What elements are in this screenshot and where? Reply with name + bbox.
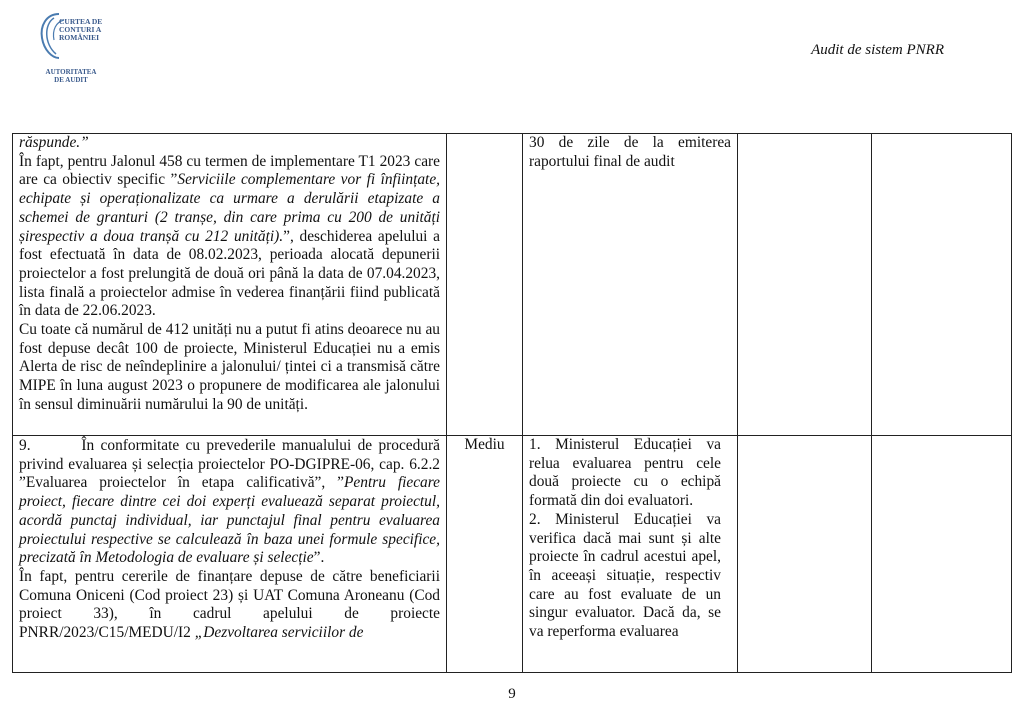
finding-text: 9. În conformitate cu prevederile manualului de procedură privind evaluarea și selecția proiectelor PO-DGIPRE-06, cap. 6.2.2 ”Evaluarea proiectelor în etapa calificativă”, ” <box>19 437 444 492</box>
finding-text: În fapt, pentru cererile de finanțare depuse de către beneficiarii Comuna Oniceni (Cod proiect 23) și UAT Comuna Aroneanu (Cod proiect 33), în cadrul apelului de proiecte PNRR/2023/C15/MEDU/I2 <box>19 567 440 642</box>
logo-subtext: AUTORITATEA DE AUDIT <box>45 68 97 84</box>
finding-paragraph: Cu toate că numărul de 412 unități nu a putut fi atins deoarece nu au fost depuse decât 100 de proiecte, Ministerul Educației nu a emis Alerta de risc de neîndeplinire a jalonului/ țintei ci a transmisă către MIPE în luna august 2023 o propunere de modificarea ale jalonului în sensul diminuării numărului la 90 de unități. <box>19 321 440 413</box>
finding-paragraph <box>19 437 444 568</box>
empty-cell <box>872 134 1012 436</box>
table-row <box>13 134 1012 436</box>
risk-cell: Mediu <box>447 436 523 673</box>
finding-paragraph <box>19 153 440 321</box>
logo-text: CURTEA DE CONTURI A ROMÂNIEI <box>59 17 103 42</box>
document-header-title: Audit de sistem PNRR <box>811 42 944 58</box>
finding-cell <box>13 436 447 673</box>
finding-text: În fapt, pentru Jalonul 458 cu termen de implementare T1 2023 care are ca obiectiv specific ” <box>19 152 440 189</box>
finding-quote: Serviciile complementare vor fi înființate, echipate și operaționalizate ca urmare a derulării etapizate a schemei de granturi (2 tranșe, din care prima cu 200 de unități șirespectiv a doua tranșă cu 212 unități). <box>19 171 440 245</box>
recommendation-item: 1. Ministerul Educației va relua evaluarea pentru cele două proiecte cu o echipă formată din doi evaluatori. <box>529 436 721 510</box>
recommendation-item: 2. Ministerul Educației va verifica dacă mai sunt și alte proiecte în cadrul acestui apel, în aceeași situație, respectiv care au fost evaluate de un singur evaluator. Dacă da, se va reperforma evaluarea <box>529 510 721 641</box>
risk-cell <box>447 134 523 436</box>
finding-text: ”. <box>313 549 325 567</box>
finding-quote: Pentru fiecare proiect, fiecare dintre cei doi experți evaluează separat proiectul, acordă punctaj individual, iar punctajul final pentru evaluarea proiectului respective se calculează în baza unei formule specifice, precizată în Metodologia de evaluare și selecție <box>19 474 441 567</box>
finding-quote: „Dezvoltarea serviciilor de <box>194 624 364 642</box>
empty-cell <box>738 134 872 436</box>
table-row <box>13 436 1012 673</box>
empty-cell <box>872 436 1012 673</box>
finding-cell <box>13 134 447 436</box>
logo <box>22 8 122 88</box>
empty-cell <box>738 436 872 673</box>
recommendation-cell <box>523 436 738 673</box>
audit-findings-table <box>12 133 1012 673</box>
page-number: 9 <box>508 686 516 702</box>
recommendation-cell: 30 de zile de la emiterea raportului final de audit <box>523 134 738 436</box>
finding-paragraph: răspunde.” <box>19 134 89 151</box>
finding-text: ”, deschiderea apelului a fost efectuată în data de 08.02.2023, perioada alocată depunerii proiectelor a fost prelungită de două ori până la data de 07.04.2023, lista finală a proiectelor admise în vederea finanțării fiind publicată în data de 22.06.2023. <box>19 227 440 320</box>
finding-paragraph <box>19 568 440 643</box>
